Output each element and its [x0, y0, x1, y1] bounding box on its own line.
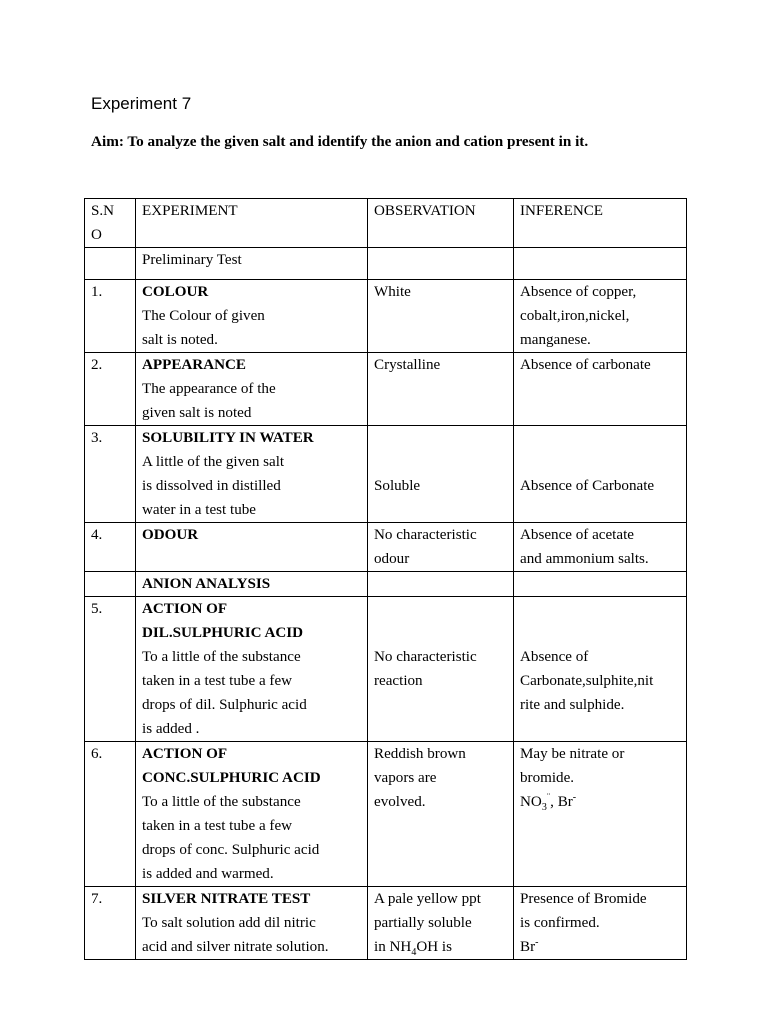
formula-br-charge: -: [572, 791, 577, 803]
inference-line: manganese.: [520, 332, 591, 348]
observation-line: No characteristic: [374, 649, 477, 665]
inference-line: Absence of copper,: [520, 284, 637, 300]
observation-line: No characteristic: [374, 527, 477, 543]
inference-line: May be nitrate or: [520, 746, 625, 762]
inference-line: cobalt,iron,nickel,: [520, 308, 630, 324]
formula-text: OH is: [416, 939, 452, 955]
experiment-line: salt is noted.: [142, 332, 218, 348]
row-number: 7.: [85, 887, 136, 960]
row-number: 2.: [85, 353, 136, 426]
table-row: [85, 597, 687, 742]
experiment-line: is dissolved in distilled: [142, 478, 281, 494]
observation-cell: [368, 597, 514, 742]
table-row: [85, 280, 687, 353]
experiment-line: taken in a test tube a few: [142, 818, 293, 834]
inference-cell: [514, 887, 687, 960]
experiment-heading: DIL.SULPHURIC ACID: [142, 625, 304, 641]
header-sno: [85, 199, 136, 248]
observation-line: Crystalline: [374, 357, 441, 373]
experiment-heading: ODOUR: [142, 527, 199, 543]
experiment-heading: APPEARANCE: [142, 357, 246, 373]
experiment-cell: [136, 426, 368, 523]
inference-cell: [514, 523, 687, 572]
empty-cell: [85, 572, 136, 597]
table-row: [85, 887, 687, 960]
ion-formula: [520, 935, 686, 959]
section-label: Preliminary Test: [136, 248, 368, 280]
experiment-line: given salt is noted: [142, 405, 252, 421]
observation-line: Reddish brown: [374, 746, 466, 762]
inference-line: Absence of Carbonate: [520, 478, 655, 494]
table-row: [85, 353, 687, 426]
observation-line: Soluble: [374, 478, 421, 494]
experiment-line: is added .: [142, 721, 200, 737]
row-number: 1.: [85, 280, 136, 353]
formula-no3-sub: 3: [541, 802, 547, 814]
header-experiment: EXPERIMENT: [136, 199, 368, 248]
empty-cell: [85, 248, 136, 280]
empty-cell: [368, 572, 514, 597]
experiment-line: A little of the given salt: [142, 454, 285, 470]
observation-line: odour: [374, 551, 410, 567]
experiment-cell: [136, 742, 368, 887]
inference-line: is confirmed.: [520, 915, 600, 931]
table-row: [85, 523, 687, 572]
inference-cell: [514, 742, 687, 887]
table-row: [85, 742, 687, 887]
experiment-cell: [136, 523, 368, 572]
empty-cell: [368, 248, 514, 280]
experiment-heading: SILVER NITRATE TEST: [142, 891, 311, 907]
inference-line: Absence of carbonate: [520, 357, 651, 373]
experiment-line: drops of conc. Sulphuric acid: [142, 842, 320, 858]
experiment-cell: [136, 280, 368, 353]
empty-cell: [514, 572, 687, 597]
observation-cell: [368, 887, 514, 960]
inference-line: rite and sulphide.: [520, 697, 625, 713]
formula-no3-base: NO: [520, 794, 542, 810]
experiment-line: To salt solution add dil nitric: [142, 915, 316, 931]
inference-line: Carbonate,sulphite,nit: [520, 673, 654, 689]
observation-cell: [368, 353, 514, 426]
header-inference: INFERENCE: [514, 199, 687, 248]
experiment-heading: CONC.SULPHURIC ACID: [142, 770, 321, 786]
empty-cell: [514, 248, 687, 280]
observation-line: partially soluble: [374, 915, 472, 931]
inference-line: Absence of acetate: [520, 527, 634, 543]
formula-no3-charge: ¨: [546, 791, 551, 803]
experiment-cell: [136, 887, 368, 960]
observation-line: vapors are: [374, 770, 437, 786]
formula-sub: 4: [411, 947, 417, 959]
experiment-line: To a little of the substance: [142, 794, 301, 810]
inference-line: bromide.: [520, 770, 575, 786]
experiment-table: [84, 198, 687, 960]
inference-line: Absence of: [520, 649, 589, 665]
ion-formula: [520, 790, 686, 814]
experiment-line: taken in a test tube a few: [142, 673, 293, 689]
formula-br-charge: -: [535, 936, 539, 948]
row-number: 5.: [85, 597, 136, 742]
section-label: ANION ANALYSIS: [136, 572, 368, 597]
experiment-heading: ACTION OF: [142, 746, 228, 762]
experiment-line: The appearance of the: [142, 381, 276, 397]
observation-line: A pale yellow ppt: [374, 891, 481, 907]
row-number: 4.: [85, 523, 136, 572]
inference-line: Presence of Bromide: [520, 891, 647, 907]
experiment-line: The Colour of given: [142, 308, 265, 324]
experiment-line: acid and silver nitrate solution.: [142, 939, 329, 955]
formula-br-base: Br: [520, 939, 536, 955]
row-number: 3.: [85, 426, 136, 523]
formula-br-base: Br: [557, 794, 573, 810]
experiment-heading: SOLUBILITY IN WATER: [142, 430, 314, 446]
observation-cell: [368, 523, 514, 572]
inference-cell: [514, 597, 687, 742]
header-sno-line: O: [91, 227, 102, 243]
inference-cell: [514, 426, 687, 523]
experiment-heading: ACTION OF: [142, 601, 228, 617]
row-number: 6.: [85, 742, 136, 887]
observation-cell: [368, 742, 514, 887]
header-sno-line: S.N: [91, 203, 115, 219]
aim-statement: Aim: To analyze the given salt and identify the anion and cation present in it.: [91, 133, 589, 150]
observation-line: reaction: [374, 673, 423, 689]
inference-line: and ammonium salts.: [520, 551, 649, 567]
experiment-line: To a little of the substance: [142, 649, 301, 665]
experiment-line: drops of dil. Sulphuric acid: [142, 697, 307, 713]
formula-text: in NH: [374, 939, 412, 955]
experiment-cell: [136, 597, 368, 742]
experiment-heading: COLOUR: [142, 284, 209, 300]
inference-cell: [514, 353, 687, 426]
inference-cell: [514, 280, 687, 353]
observation-cell: [368, 280, 514, 353]
experiment-line: is added and warmed.: [142, 866, 274, 882]
observation-formula-line: [374, 935, 513, 959]
table-row: [85, 426, 687, 523]
page-title: Experiment 7: [91, 94, 192, 113]
section-row-preliminary: [85, 248, 687, 280]
section-row-anion: [85, 572, 687, 597]
table-header-row: [85, 199, 687, 248]
observation-line: evolved.: [374, 794, 426, 810]
observation-line: White: [374, 284, 411, 300]
observation-cell: [368, 426, 514, 523]
header-observation: OBSERVATION: [368, 199, 514, 248]
formula-separator: ,: [550, 794, 558, 810]
experiment-line: water in a test tube: [142, 502, 256, 518]
experiment-cell: [136, 353, 368, 426]
